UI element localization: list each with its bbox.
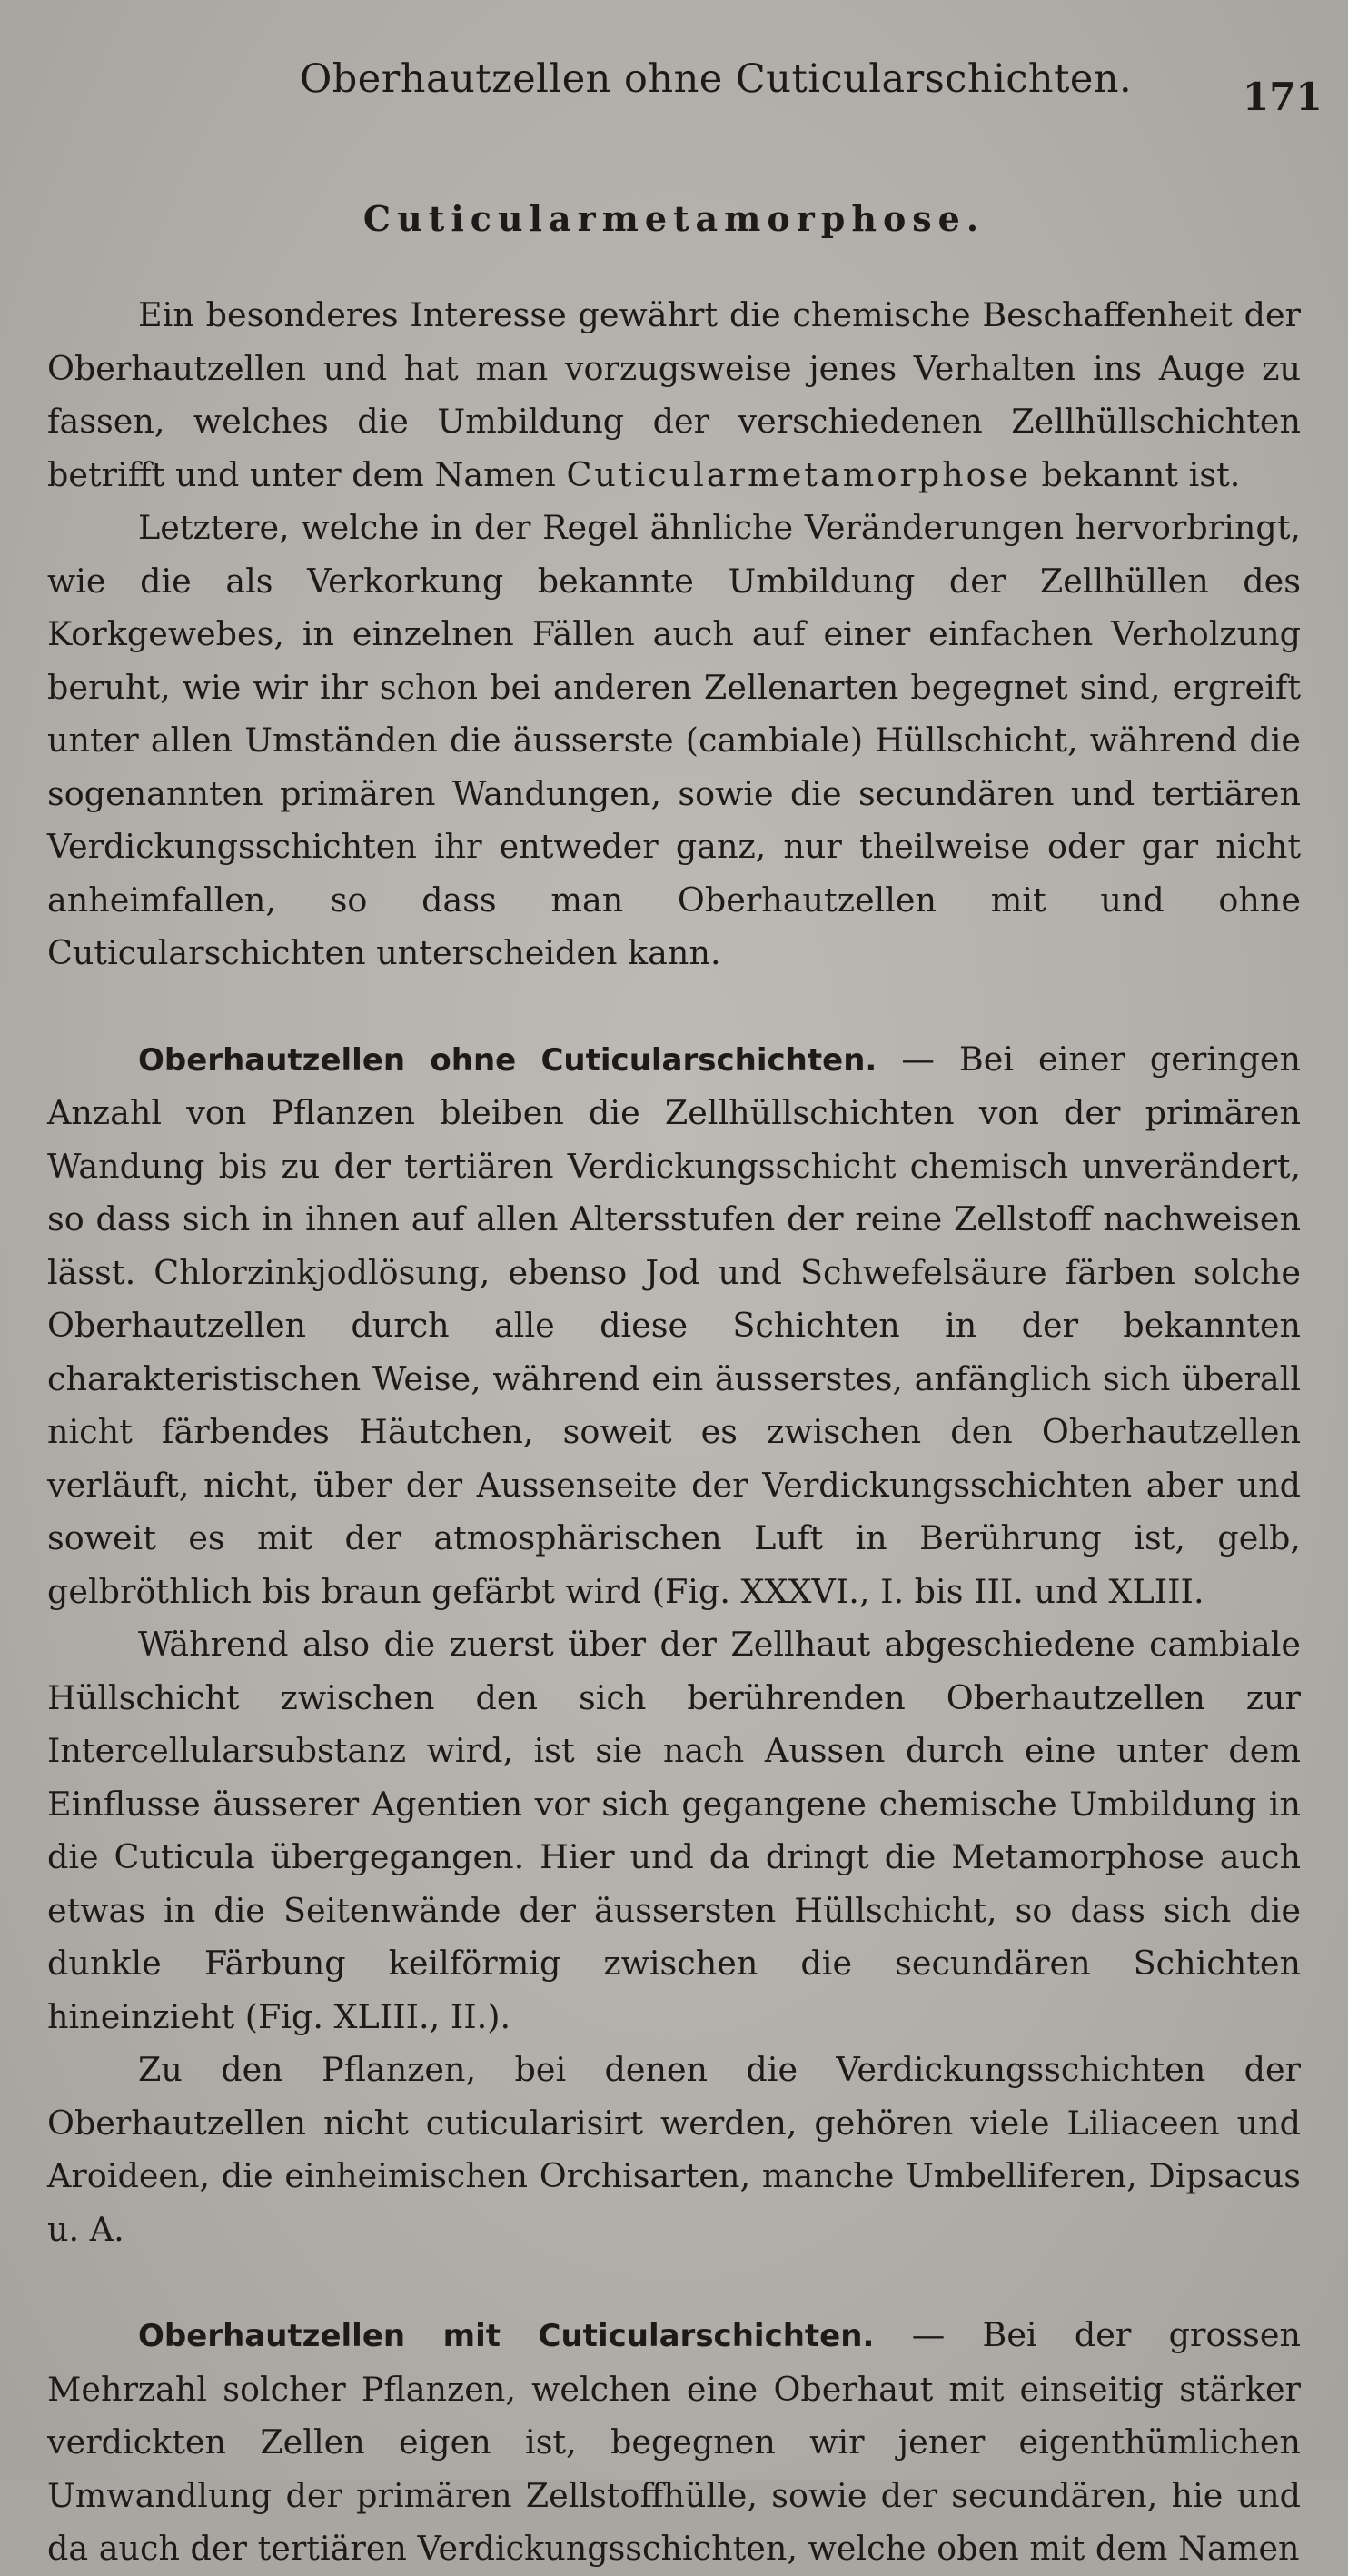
section-gap — [47, 980, 1301, 1033]
paragraph-5: Zu den Pflanzen, bei denen die Verdickungsschichten der Oberhautzellen nicht cuticularisirt werden, gehören viele Liliaceen und Aroideen, die einheimischen Orchisarten, manche Umbelliferen, Dipsacus u. A. — [47, 2050, 1301, 2249]
paragraph-3-text: — Bei einer geringen Anzahl von Pflanzen bleiben die Zellhüllschichten von der primären Wandung bis zu der tertiären Verdickungsschicht chemisch unverändert, so dass sich in ihnen auf allen Altersstufen der reine Zellstoff nachweisen lässt. Chlorzinkjodlösung, ebenso Jod und Schwefelsäure färben solche Oberhautzellen durch alle diese Schichten in der bekannten charakteristischen Weise, während ein äusserstes, anfänglich sich überall nicht färbendes Häutchen, soweit es zwischen den Oberhautzellen verläuft, nicht, über der Aussenseite der Verdickungsschichten aber und soweit es mit der atmosphärischen Luft in Berührung ist, gelb, gelbröthlich bis braun gefärbt wird (Fig. XXXVI., I. bis III. und XLIII. — [47, 1039, 1302, 1611]
paragraph-2: Letztere, welche in der Regel ähnliche Veränderungen hervorbringt, wie die als Verkorkung bekannte Umbildung der Zellhüllen des Korkgewebes, in einzelnen Fällen auch auf einer einfachen Verholzung beruht, wie wir ihr schon bei anderen Zellenarten begegnet sind, ergreift unter allen Umständen die äusserste (cambiale) Hüllschicht, während die sogenannten primären Wandungen, sowie die secundären und tertiären Verdickungsschichten ihr entweder ganz, nur theilweise oder gar nicht anheimfallen, so dass man Oberhautzellen mit und ohne Cuticularschichten unterscheiden kann. — [47, 508, 1301, 972]
paragraph-3 — [47, 1033, 1301, 1619]
section-title: Cuticularmetamorphose. — [362, 198, 986, 239]
run-in-heading-mit: Oberhautzellen mit Cuticularschichten. — [138, 2318, 875, 2354]
paragraph-4: Während also die zuerst über der Zellhaut abgeschiedene cambiale Hüllschicht zwischen den sich berührenden Oberhautzellen zur Intercellularsubstanz wird, ist sie nach Aussen durch eine unter dem Einflusse äusserer Agentien vor sich gegangene chemische Umbildung in die Cuticula übergegangen. Hier und da dringt die Metamorphose auch etwas in die Seitenwände der äussersten Hüllschicht, so dass sich die dunkle Färbung keilförmig zwischen die secundären Schichten hineinzieht (Fig. XLIII., II.). — [47, 1625, 1301, 2036]
body-text — [47, 289, 1301, 2576]
run-in-heading-ohne: Oberhautzellen ohne Cuticularschichten. — [138, 1041, 877, 1079]
paragraph-6-text: — Bei der grossen Mehrzahl solcher Pflanzen, welchen eine Oberhaut mit einseitig stärker verdickten Zellen eigen ist, begegnen wir jener eigenthümlichen Umwandlung der primären Zellstoffhülle, sowie der secundären, hie und da auch der tertiären Verdickungsschichten, welche oben mit dem Namen — [47, 2315, 1301, 2568]
page-number: 171 — [1243, 75, 1323, 119]
paragraph-1-text-b: bekannt ist. — [1030, 454, 1241, 494]
paragraph-6 — [47, 2309, 1301, 2576]
running-head: Oberhautzellen ohne Cuticularschichten. — [300, 56, 1133, 102]
paragraph-1 — [47, 289, 1301, 502]
spaced-term: Cuticularmetamorphose — [566, 454, 1031, 494]
paragraph-1-text-a: Ein besonderes Interesse gewährt die chemische Beschaffenheit der Oberhautzellen und hat man vorzugsweise jenes Verhalten ins Auge zu fassen, welches die Umbildung der verschiedenen Zellhüllschichten betrifft und unter dem Namen — [47, 295, 1301, 494]
section-gap-2 — [47, 2256, 1301, 2309]
